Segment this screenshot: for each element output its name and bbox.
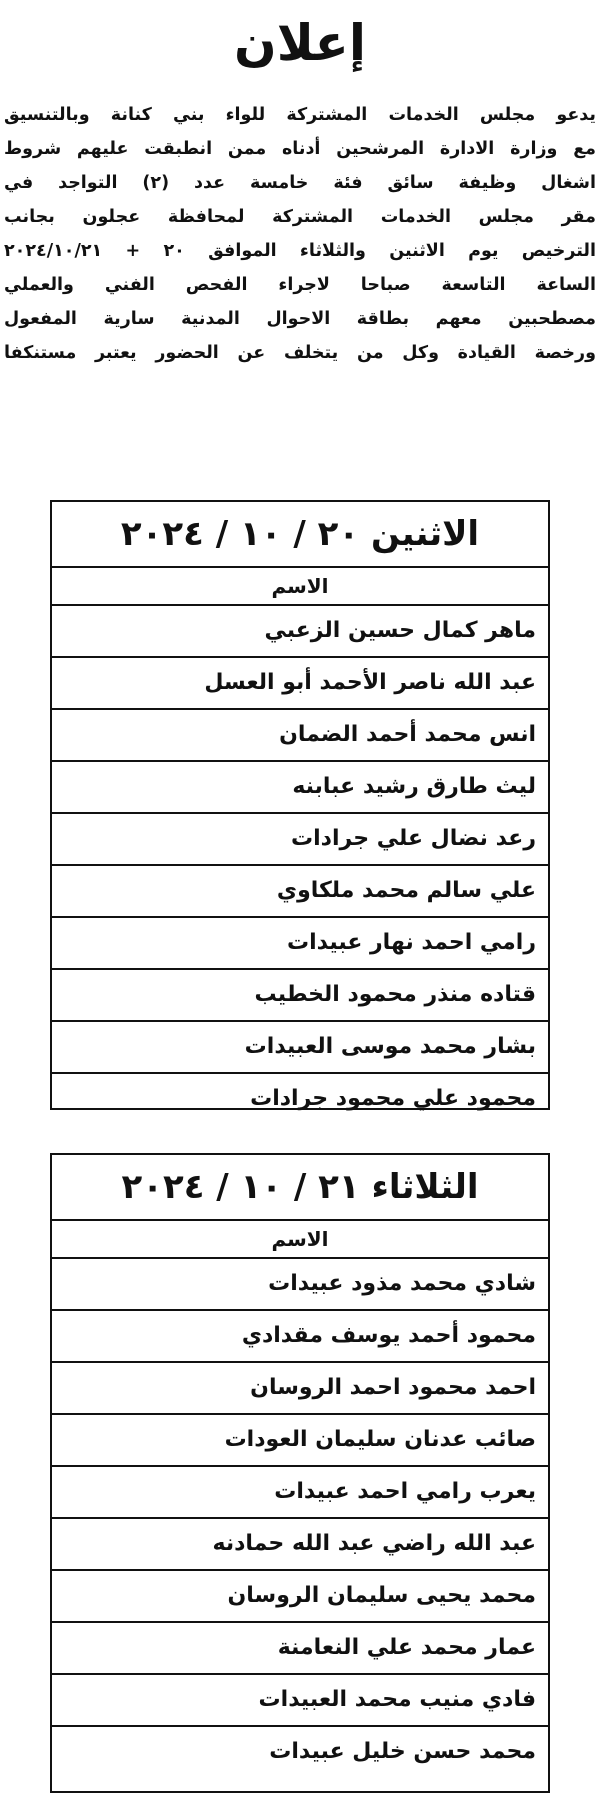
body-line: مع وزارة الادارة المرشحين أدناه ممن انطبقت عليهم شروط [4,139,596,159]
name-row: عبد الله راضي عبد الله حمادنه [52,1519,548,1571]
name-row: قتاده منذر محمود الخطيب [52,970,548,1022]
name-row: بشار محمد موسى العبيدات [52,1022,548,1074]
name-row: عمار محمد علي النعامنة [52,1623,548,1675]
schedule-table-tuesday [50,1153,550,1793]
body-line: الترخيص يوم الاثنين والثلاثاء الموافق ٢٠ + ٢٠٢٤/١٠/٢١ [4,241,596,261]
announcement-body [4,98,596,370]
name-row: انس محمد أحمد الضمان [52,710,548,762]
name-row: محمود أحمد يوسف مقدادي [52,1311,548,1363]
name-column-header: الاسم [52,1221,548,1259]
name-row: محمود علي محمود جرادات [250,1086,536,1111]
body-line: ورخصة القيادة وكل من يتخلف عن الحضور يعتبر مستنكفا [4,343,596,363]
day-header: الثلاثاء ٢١ / ١٠ / ٢٠٢٤ [52,1155,548,1221]
name-row: شادي محمد مذود عبيدات [52,1259,548,1311]
name-row: ليث طارق رشيد عبابنه [52,762,548,814]
name-row: رعد نضال علي جرادات [52,814,548,866]
name-row: محمد حسن خليل عبيدات [269,1739,536,1764]
name-row: صائب عدنان سليمان العودات [52,1415,548,1467]
name-row: يعرب رامي احمد عبيدات [52,1467,548,1519]
name-row: فادي منيب محمد العبيدات [52,1675,548,1727]
body-line: مقر مجلس الخدمات المشتركة لمحافظة عجلون بجانب [4,207,596,227]
name-row: عبد الله ناصر الأحمد أبو العسل [52,658,548,710]
name-row: ماهر كمال حسين الزعبي [52,606,548,658]
name-row: محمد يحيى سليمان الروسان [52,1571,548,1623]
body-line: مصطحبين معهم بطاقة الاحوال المدنية سارية المفعول [4,309,596,329]
name-column-header: الاسم [52,568,548,606]
name-row: احمد محمود احمد الروسان [52,1363,548,1415]
name-row: علي سالم محمد ملكاوي [52,866,548,918]
body-line: الساعة التاسعة صباحا لاجراء الفحص الفني والعملي [4,275,596,295]
schedule-table-monday [50,500,550,1110]
name-row: رامي احمد نهار عبيدات [52,918,548,970]
announcement-title: إعلان [234,14,366,72]
body-line: اشغال وظيفة سائق فئة خامسة عدد (٢) التواجد في [4,173,596,193]
body-line: يدعو مجلس الخدمات المشتركة للواء بني كنانة وبالتنسيق [4,105,596,125]
day-header: الاثنين ٢٠ / ١٠ / ٢٠٢٤ [52,502,548,568]
